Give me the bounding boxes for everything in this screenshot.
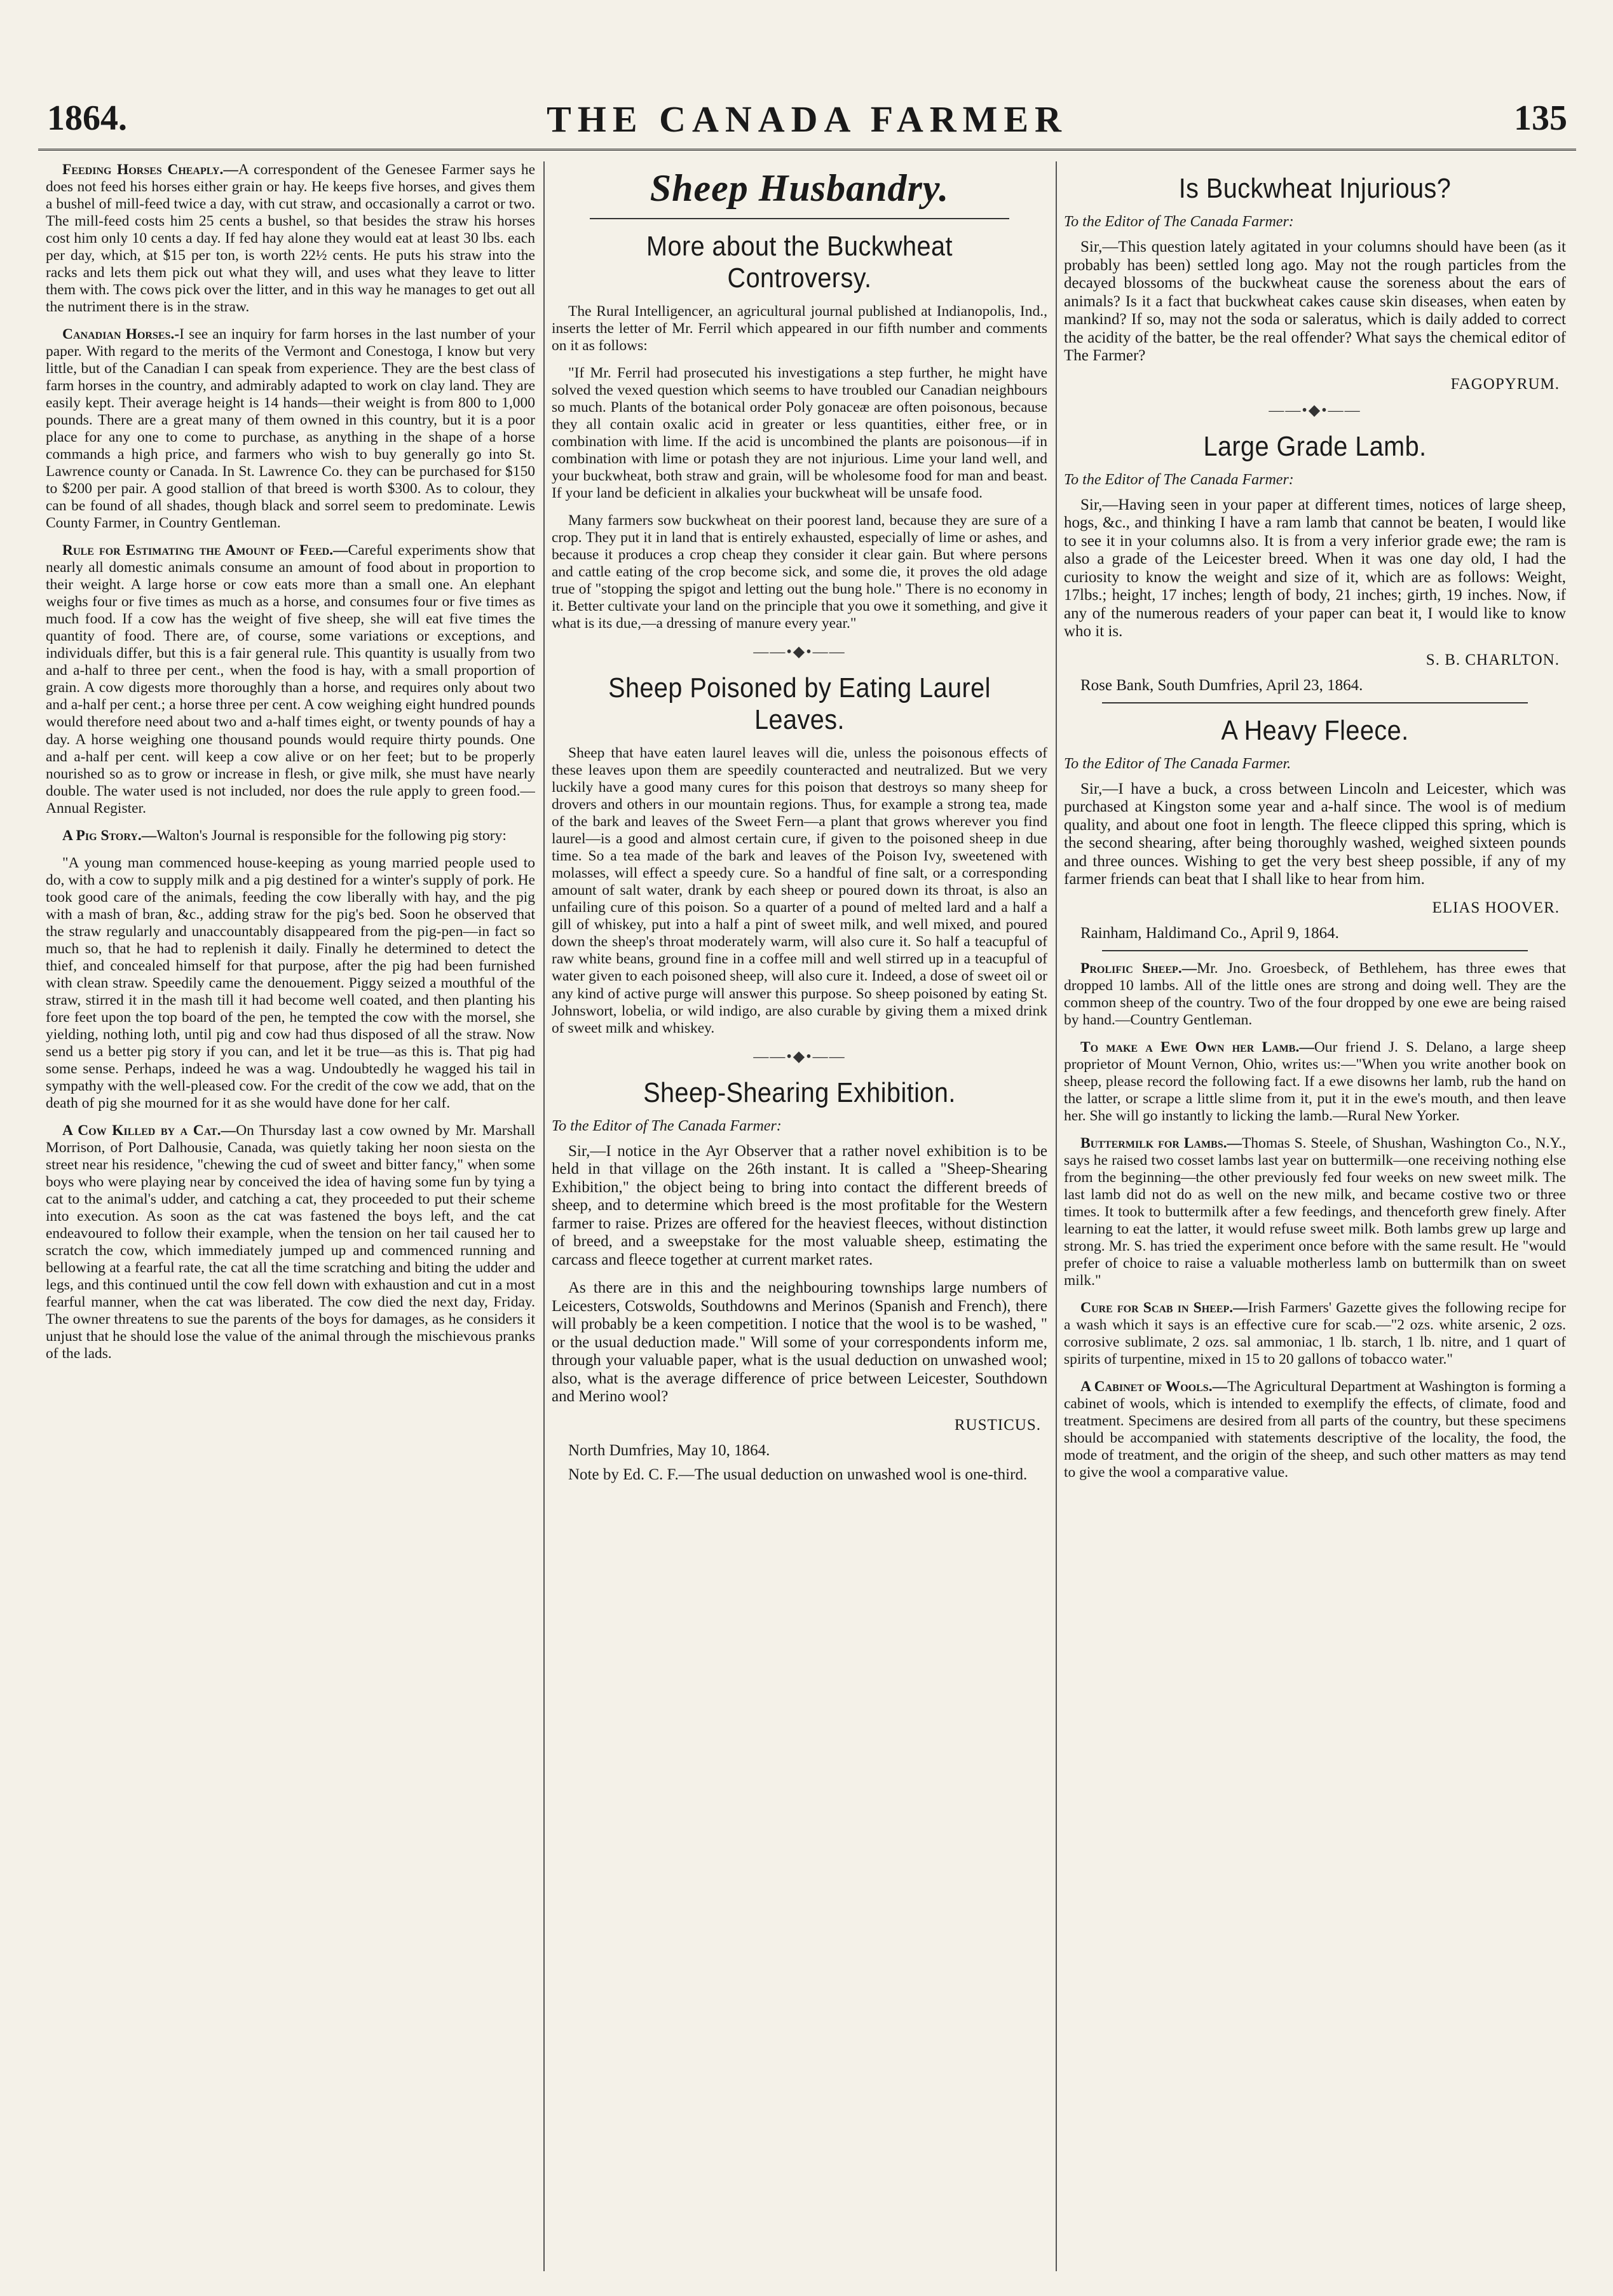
article-cow-killed-by-cat: A Cow Killed by a Cat.—On Thursday last a cow owned by Mr. Marshall Morrison, of Port Dalhousie, Canada, was quietly taking her noon siesta on the street near his residence, "chewing the cud of sweet and bitter fancy," when some boys who were playing near by conceived the idea of having some fun by tying a cat to the animal's udder, and catching a cat, they proceeded to put their scheme into execution. As soon as the cat was fastened the boys left, and the cat endeavoured to follow their example, when the tension on her tail caused her to scratch the cow, which immediately jumped up and commenced running and bellowing at a fearful rate, the cat all the time scratching and biting the udder and legs, and this continued until the cow fell down with exhaustion and cut in a most fearful manner, when the cat was liberated. The cow died the next day, Friday. The owner threatens to sue the parents of the boys for damages, as he considers it unjust that he should lose the value of the animal through the mischievous pranks of the lads.: [46, 1122, 535, 1362]
article-paragraph: Sir,—Having seen in your paper at different times, notices of large sheep, hogs, &c., and thinking I have a ram lamb that cannot be beaten, I would like to see it in your columns also. It is from a very inferior grade ewe; the ram is also a grade of the Leicester breed. When it was one day old, I had the curiosity to know the weight and size of it, which are as follows: Weight, 17lbs.; height, 17 inches; length of body, 21 inches; girth, 19 inches. Now, if any of the numerous readers of your paper can beat it, I would like to know who it is.: [1064, 496, 1566, 640]
article-heading: More about the Buckwheat Controversy.: [646, 231, 953, 294]
ornament-divider: ——•◆•——: [1269, 402, 1361, 419]
article-heading: Sheep-Shearing Exhibition.: [643, 1077, 956, 1108]
editor-note: Note by Ed. C. F.—The usual deduction on unwashed wool is one-third.: [568, 1465, 1028, 1483]
divider: [590, 218, 1009, 219]
signature: ELIAS HOOVER.: [1432, 899, 1560, 916]
article-pig-story: "A young man commenced house-keeping as young married people used to do, with a cow to supply milk and a pig destined for a winter's supply of pork. He took good care of the animals, feeding the cow liberally with hay, and the pig with a mash of bran, &c., adding straw for the pig's bed. Soon he observed that the straw regularly and unaccountably disappeared from the pig-pen—in fact so much so, that he had to replenish it daily. Finally he determined to detect the thief, and concealed himself for that purpose, after the pig had been furnished with clean straw. Speedily came the denouement. Piggy seized a mouthful of the straw, stirred it in the mash till it had become well coated, and then planting his fore feet upon the top board of the pen, he tempted the cow with the morsel, she yielding, nothing loth, until pig and cow had thus disposed of all the straw. Now send us a better pig story if you can, and let it be true—as this is. That pig had some sense. Perhaps, indeed he was a wag. Undoubtedly he wagged his tail in sympathy with the well-pleased cow. For the credit of the cow we add, that on the death of pig she mourned for it as she would have done for her calf.: [46, 854, 535, 1111]
brief-prolific-sheep: Prolific Sheep.—Mr. Jno. Groesbeck, of Bethlehem, has three ewes that dropped 10 lambs. All of the little ones are strong and doing well. They are the common sheep of the country. Two of the four dropped by one ewe are being raised by hand.—Country Gentleman.: [1064, 960, 1566, 1028]
column-middle: [552, 161, 1047, 2271]
article-feeding-horses: Feeding Horses Cheaply.—A correspondent of the Genesee Farmer says he does not feed his horses either grain or hay. He keeps five horses, and gives them a bushel of mill-feed twice a day, with cut straw, and occasionally a carrot or two. The mill-feed costs him 25 cents a bushel, so that besides the straw his horses cost him only 10 cents a day. If fed hay alone they would eat at least 30 lbs. each per day, which, at $15 per ton, is worth 22½ cents. He puts his straw into the racks and lets them pick out what they will, and uses what they leave to litter them with. The cows pick over the litter, and in this way he manages to get out all the nutriment there is in the straw.: [46, 161, 535, 316]
article-paragraph: Sir,—I have a buck, a cross between Lincoln and Leicester, which was purchased at Kingston some year and a-half since. The wool is of medium quality, and about one foot in length. The fleece clipped this spring, which is the second shearing, after being thoroughly washed, weighed sixteen pounds and three ounces. Wishing to get the very best sheep possible, if any of my farmer friends can beat that I shall like to hear from him.: [1064, 780, 1566, 888]
dateline: North Dumfries, May 10, 1864.: [568, 1441, 770, 1459]
brief-cabinet-of-wools: A Cabinet of Wools.—The Agricultural Department at Washington is forming a cabinet of wools, which is intended to exemplify the effects, of climate, food and treatment. Specimens are desired from all parts of the country, but these specimens should be accompanied with statements descriptive of the locality, the food, the mode of treatment, and the origin of the sheep, and such other matters as may tend to give the wool a comparative value.: [1064, 1378, 1566, 1481]
signature: S. B. CHARLTON.: [1426, 651, 1560, 669]
masthead: [38, 95, 1576, 151]
article-paragraph: The Rural Intelligencer, an agricultural journal published at Indianopolis, Ind., inserts the letter of Mr. Ferril which appeared in our fifth number and comments on it as follows:: [552, 303, 1047, 355]
article-canadian-horses: Canadian Horses.-I see an inquiry for farm horses in the last number of your paper. With regard to the merits of the Vermont and Conestoga, I know but very little, but of the Canadian I can speak from experience. They are the best class of farm horses in the country, and admirably adapted to work on clay land. They are easily kept. Their average height is 14 hands—their weight is from 800 to 1,000 pounds. There are a great many of them owned in this country, but it is a poor place for any one to come to purchase, as anything in the shape of a horse commands a high price, and farmers who wish to buy generally go into St. Lawrence county or Canada. In St. Lawrence Co. they can be purchased for $150 to $200 per pair. A good stallion of that breed is worth $300. As to colour, they can be found of all shades, though black and sorrel seem to predominate. Lewis County Farmer, in Country Gentleman.: [46, 326, 535, 532]
ornament-divider: ——•◆•——: [753, 1048, 846, 1065]
signature: RUSTICUS.: [954, 1416, 1041, 1434]
editor-salutation: To the Editor of The Canada Farmer:: [552, 1117, 782, 1134]
article-heading: Sheep Poisoned by Eating Laurel Leaves.: [608, 672, 991, 736]
brief-ewe-own-lamb: To make a Ewe Own her Lamb.—Our friend J. S. Delano, a large sheep proprietor of Mount Vernon, Ohio, writes us:—"When you write another book on sheep, please record the following fact. If a ewe disowns her lamb, rub the hand on the latter, or scrape a little slime from it, put it in the ewe's mouth, and then leave her. She will go instantly to licking the lamb.—Rural New Yorker.: [1064, 1038, 1566, 1124]
article-paragraph: Sir,—This question lately agitated in your columns should have been (as it probably has been) settled long ago. May not the rough particles from the decayed blossoms of the buckwheat cause the soreness about the ears of animals? Is it a fact that buckwheat cakes cause skin diseases, when eaten by mankind? If so, may not the soda or saleratus, which is daily added to correct the acidity of the batter, be the real offender? What says the chemical editor of The Farmer?: [1064, 238, 1566, 364]
editor-salutation: To the Editor of The Canada Farmer:: [1064, 214, 1294, 230]
article-estimating-feed: Rule for Estimating the Amount of Feed.—Careful experiments show that nearly all domestic animals consume an amount of food about in proportion to their weight. A large horse or cow eats more than a small one. An elephant weighs four or five times as much as a horse, and consumes four or five times as much food. If a cow has the weight of five sheep, she will eat five times the quantity of food. There are, of course, some variations or exceptions, and individuals differ, but this is a fair general rule. This quantity is usually from two and a-half to three per cent., when the food is hay, with a small proportion of grain. A cow digests more thoroughly than a horse, and requires only about two and a-half per cent.; a horse three per cent. A cow weighing eight hundred pounds would therefore need about two and a-half times eight, or twenty pounds of hay a day. A horse weighing one thousand pounds would require thirty pounds. One and a-half per cent. will keep a cow alive or on her feet; but to be properly nourished so as to grow or increase in flesh, or give milk, she must have nearly double. The water used is not included, nor does the rule apply to green food.—Annual Register.: [46, 542, 535, 817]
divider: [1102, 702, 1528, 703]
dateline: Rainham, Haldimand Co., April 9, 1864.: [1080, 924, 1339, 942]
ornament-divider: ——•◆•——: [753, 644, 846, 661]
column-rule: [1056, 161, 1057, 2271]
article-paragraph: "If Mr. Ferril had prosecuted his investigations a step further, he might have solved the vexed question which seems to have troubled our Canadian neighbours so much. Plants of the botanical order Poly gonaceæ are often poisonous, because they all contain oxalic acid in greater or less quantities, either free, or in combination with lime. If the acid is uncombined the plants are poisonous—if in combination with lime or potash they are not injurious. Lime your land well, and your buckwheat, both straw and grain, will be wholesome food for man and beast. If your land be deficient in alkalies your buckwheat will be unsafe food.: [552, 365, 1047, 502]
editor-salutation: To the Editor of The Canada Farmer:: [1064, 471, 1294, 488]
divider: [1102, 950, 1528, 951]
article-paragraph: Sheep that have eaten laurel leaves will die, unless the poisonous effects of these leaves upon them are speedily counteracted and neutralized. But we very luckily have a good many cures for this poison that destroys so many sheep for drovers and others in our mountain regions. Thus, for example a strong tea, made of the bark and leaves of the Sweet Fern—a plant that grows wherever you find laurel—is a good and almost certain cure, if given to the poisoned sheep in due time. So a tea made of the bark and leaves of the Poison Ivy, sweetened with molasses, will effect a speedy cure. So a handful of fine salt, or a corresponding amount of salt water, drank by each sheep or poured down its throat, is also an unfailing cure of this poison. So a quarter of a pound of melted lard and a half a gill of whiskey, put into a half a pint of sweet milk, and well mixed, and poured down the sheep's throat moderately warm, will also cure it. So half a teacupful of raw white beans, ground fine in a coffee mill and well stirred up in a teacupful of water given to each poisoned sheep, will also cure it. Indeed, a dose of sweet oil or any kind of active purge will answer this purpose. So sheep poisoned by eating St. Johnswort, lobelia, or wild indigo, are also curable by giving them a mixed drink of sweet milk and whiskey.: [552, 745, 1047, 1036]
page-number: 135: [1514, 98, 1567, 138]
article-pig-story-intro: A Pig Story.—Walton's Journal is responsible for the following pig story:: [62, 827, 507, 844]
brief-buttermilk-lambs: Buttermilk for Lambs.—Thomas S. Steele, of Shushan, Washington Co., N.Y., says he raised two cosset lambs last year on buttermilk—one receiving nothing else from the beginning—the other previously fed four weeks on new sweet milk. The last lamb did not do as well on the new milk, and became costive two or three times. It took to buttermilk after a few feedings, and thenceforth grew finely. After learning to eat the latter, it would refuse sweet milk. Both lambs grew up large and strong. Mr. S. has tried the experiment once before with the same result. He "would prefer of choice to raise a valuable motherless lamb on buttermilk than on sweet milk.": [1064, 1134, 1566, 1289]
dateline: Rose Bank, South Dumfries, April 23, 1864.: [1080, 676, 1363, 694]
brief-cure-for-scab: Cure for Scab in Sheep.—Irish Farmers' Gazette gives the following recipe for a wash which it says is an effective cure for scab.—"2 ozs. white arsenic, 2 ozs. corrosive sublimate, 2 ozs. sal ammoniac, 1 lb. starch, 1 lb. nitre, and 1 quart of spirits of turpentine, mixed in 15 to 20 gallons of tobacco water.": [1064, 1299, 1566, 1368]
article-paragraph: As there are in this and the neighbouring townships large numbers of Leicesters, Cotswolds, Southdowns and Merinos (Spanish and French), there will probably be a keen competition. I notice that the wool is to be washed, " or the usual deduction made." Will some of your correspondents inform me, through your valuable paper, what is the usual deduction on unwashed wool; also, what is the average difference of price between Leicester, Southdown and Merino wool?: [552, 1279, 1047, 1406]
column-rule: [543, 161, 545, 2271]
article-heading: Large Grade Lamb.: [1203, 430, 1427, 462]
editor-salutation: To the Editor of The Canada Farmer.: [1064, 755, 1291, 772]
issue-year: 1864.: [47, 98, 127, 138]
article-heading: A Heavy Fleece.: [1221, 714, 1409, 746]
article-paragraph: Many farmers sow buckwheat on their poorest land, because they are sure of a crop. They put it in land that is entirely exhausted, especially of lime or ashes, and because it produces a crop cheap they consider it clear gain. But where persons and cattle eating of the crop become sick, and some die, it proves the old adage true of "stopping the spigot and letting out the bung hole." There is no economy in it. Better cultivate your land on the principle that you owe it something, and give it what is its due,—a dressing of manure every year.": [552, 512, 1047, 632]
article-heading: Is Buckwheat Injurious?: [1178, 173, 1452, 204]
section-title: Sheep Husbandry.: [650, 167, 949, 209]
signature: FAGOPYRUM.: [1450, 375, 1560, 393]
column-left: [46, 161, 535, 2271]
article-paragraph: Sir,—I notice in the Ayr Observer that a rather novel exhibition is to be held in that village on the 26th instant. It is called a "Sheep-Shearing Exhibition," the object being to bring into contact the different breeds of sheep, and to determine which breed is the most profitable for the Western farmer to raise. Prizes are offered for the heaviest fleeces, without distinction of breed, and a sweepstake for the most valuable sheep, estimating the carcass and fleece together at current market rates.: [552, 1142, 1047, 1268]
newspaper-title: THE CANADA FARMER: [547, 98, 1068, 140]
column-right: [1064, 161, 1566, 2271]
